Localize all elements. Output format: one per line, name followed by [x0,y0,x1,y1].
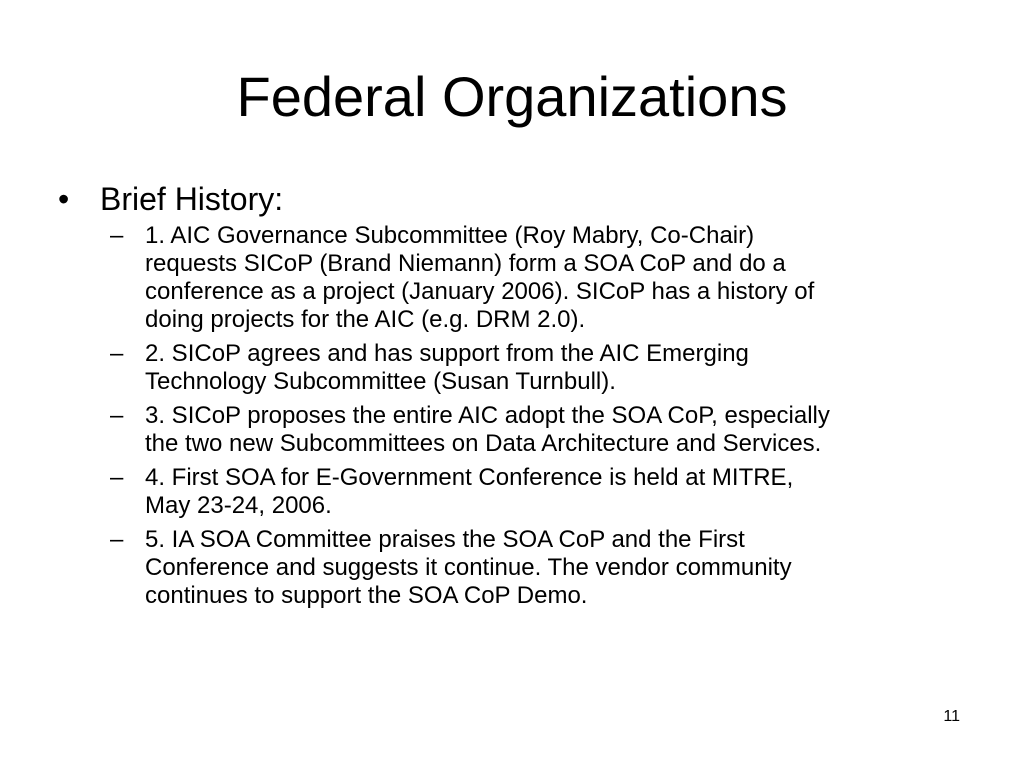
history-item-line: the two new Subcommittees on Data Architecture and Services. [145,430,822,457]
history-item-3 [110,402,990,458]
history-item-5 [110,526,990,610]
dash-marker: – [110,402,124,429]
dash-marker: – [110,464,124,491]
history-item-line: 1. AIC Governance Subcommittee (Roy Mabry, Co-Chair) [145,222,755,249]
history-item-line: doing projects for the AIC (e.g. DRM 2.0). [145,306,586,333]
dash-marker: – [110,340,124,367]
history-item-line: 4. First SOA for E-Government Conference is held at MITRE, [145,464,794,491]
history-item-4 [110,464,990,520]
history-item-line: 3. SICoP proposes the entire AIC adopt the SOA CoP, especially [145,402,830,429]
dash-marker: – [110,526,124,553]
slide-title: Federal Organizations [236,65,788,128]
history-item-line: 5. IA SOA Committee praises the SOA CoP and the First [145,526,745,553]
history-item-line: May 23-24, 2006. [145,492,332,519]
bullet-label: Brief History: [100,181,284,217]
bullet-marker: • [58,181,70,217]
page-number: 11 [943,708,960,725]
history-item-line: Conference and suggests it continue. The vendor community [145,554,792,581]
dash-marker: – [110,222,124,249]
history-list [110,222,990,616]
history-item-line: continues to support the SOA CoP Demo. [145,582,588,609]
history-item-line: requests SICoP (Brand Niemann) form a SOA CoP and do a [145,250,786,277]
history-item-2 [110,340,990,396]
history-item-line: conference as a project (January 2006). SICoP has a history of [145,278,815,305]
history-item-line: Technology Subcommittee (Susan Turnbull). [145,368,616,395]
history-item-1 [110,222,990,334]
history-item-line: 2. SICoP agrees and has support from the AIC Emerging [145,340,749,367]
